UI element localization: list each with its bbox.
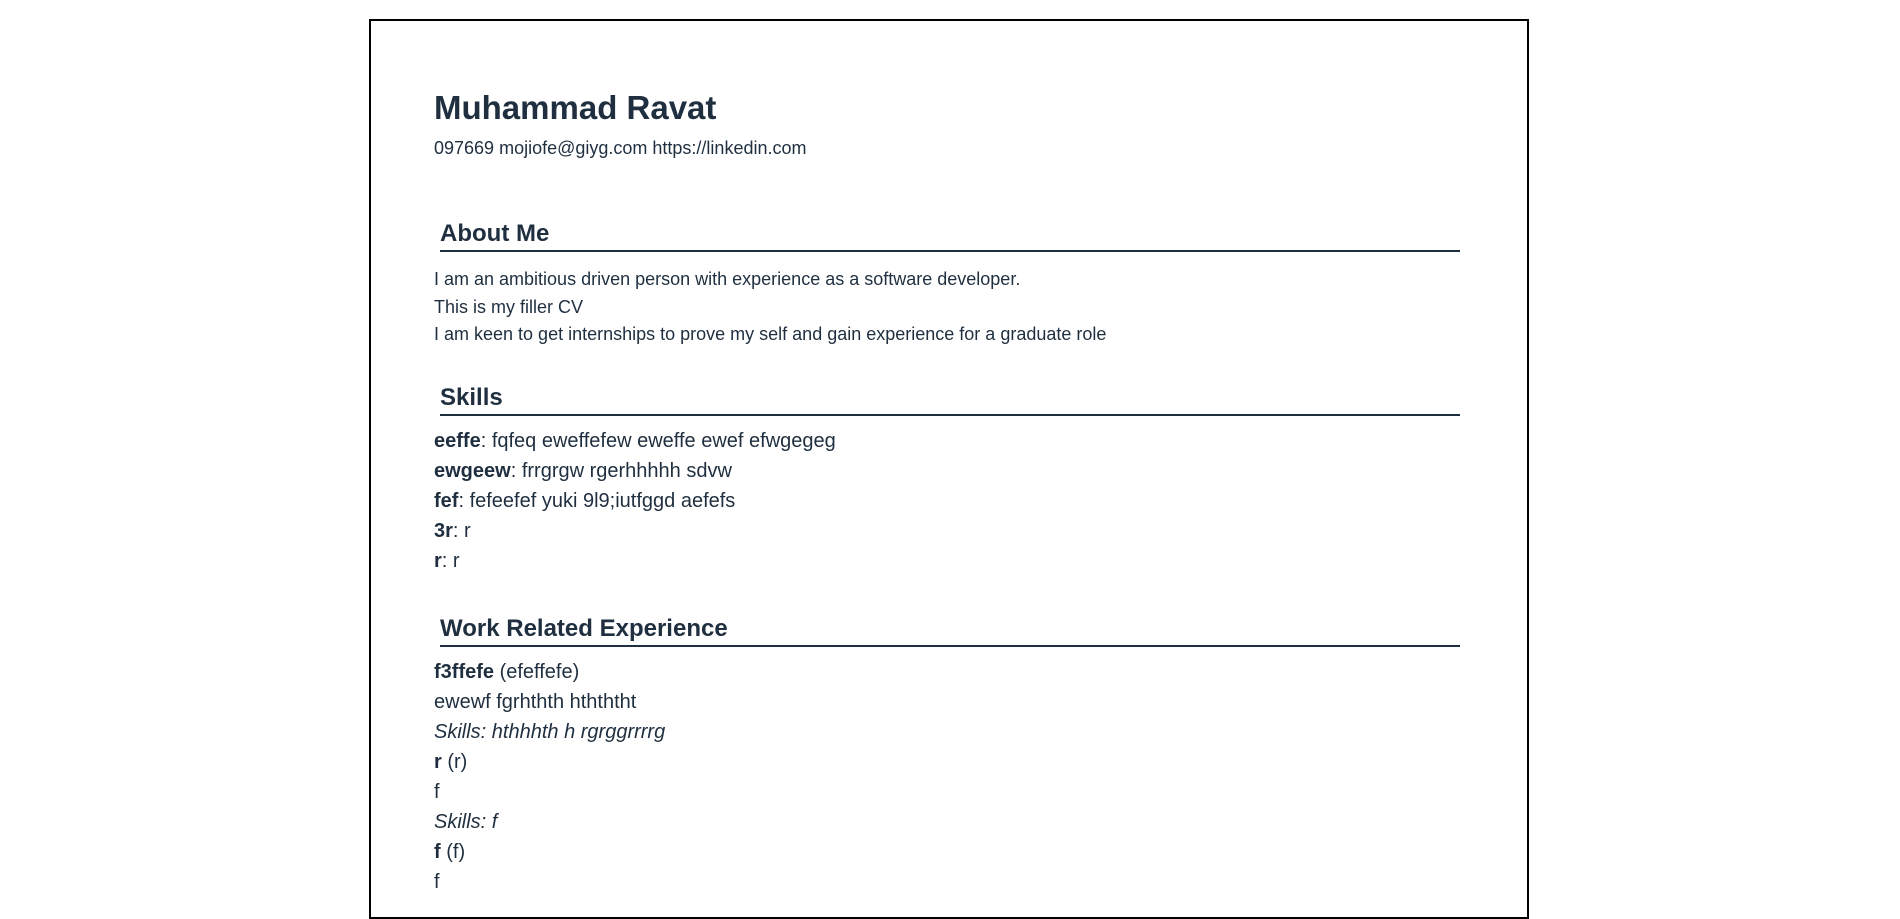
experience-role: r — [434, 751, 442, 773]
email-address: mojiofe@giyg.com — [499, 138, 648, 158]
experience-org: (f) — [440, 841, 466, 863]
about-section-body — [434, 266, 1106, 349]
skill-item — [434, 426, 836, 456]
experience-heading — [434, 837, 665, 867]
skill-name: fef — [434, 490, 459, 512]
experience-org: (r) — [441, 751, 468, 773]
experience-org: (efeffefe) — [494, 661, 580, 683]
skill-value: : r — [441, 550, 460, 572]
experience-section-title: Work Related Experience — [440, 615, 1460, 647]
skills-list — [434, 426, 836, 576]
skill-name: eeffe — [434, 430, 481, 452]
experience-description: f — [434, 781, 440, 803]
skill-name: ewgeew — [434, 460, 511, 482]
experience-skills: Skills: f — [434, 811, 498, 833]
experience-heading — [434, 747, 665, 777]
about-line: I am keen to get internships to prove my self and gain experience for a graduate role — [434, 324, 1107, 344]
skill-name: 3r — [434, 520, 453, 542]
experience-skills: Skills: hthhhth h rgrggrrrrg — [434, 721, 666, 743]
contact-line — [434, 138, 811, 159]
skill-item — [434, 456, 836, 486]
experience-list — [434, 657, 665, 897]
about-line: I am an ambitious driven person with experience as a software developer. — [434, 269, 1021, 289]
experience-description: ewewf fgrhthth hthththt — [434, 691, 637, 713]
phone-number: 097669 — [434, 138, 495, 158]
skill-value: : r — [452, 520, 471, 542]
experience-role: f — [434, 841, 441, 863]
skills-section-title: Skills — [440, 384, 1460, 416]
skill-value: : frrgrgw rgerhhhhh sdvw — [510, 460, 732, 482]
experience-description: f — [434, 871, 440, 893]
skill-item — [434, 546, 836, 576]
linkedin-url[interactable]: https://linkedin.com — [652, 138, 807, 158]
experience-role: f3ffefe — [434, 661, 495, 683]
candidate-name: Muhammad Ravat — [434, 89, 717, 126]
skill-value: : fefeefef yuki 9l9;iutfggd aefefs — [458, 490, 736, 512]
about-line: This is my filler CV — [434, 296, 584, 317]
skill-value: : fqfeq eweffefew eweffe ewef efwgegeg — [480, 430, 836, 452]
skill-item — [434, 486, 836, 516]
skill-name: r — [434, 550, 442, 572]
skill-item — [434, 516, 836, 546]
cv-page — [369, 19, 1529, 919]
experience-heading — [434, 657, 665, 687]
about-section-title: About Me — [440, 220, 1460, 252]
